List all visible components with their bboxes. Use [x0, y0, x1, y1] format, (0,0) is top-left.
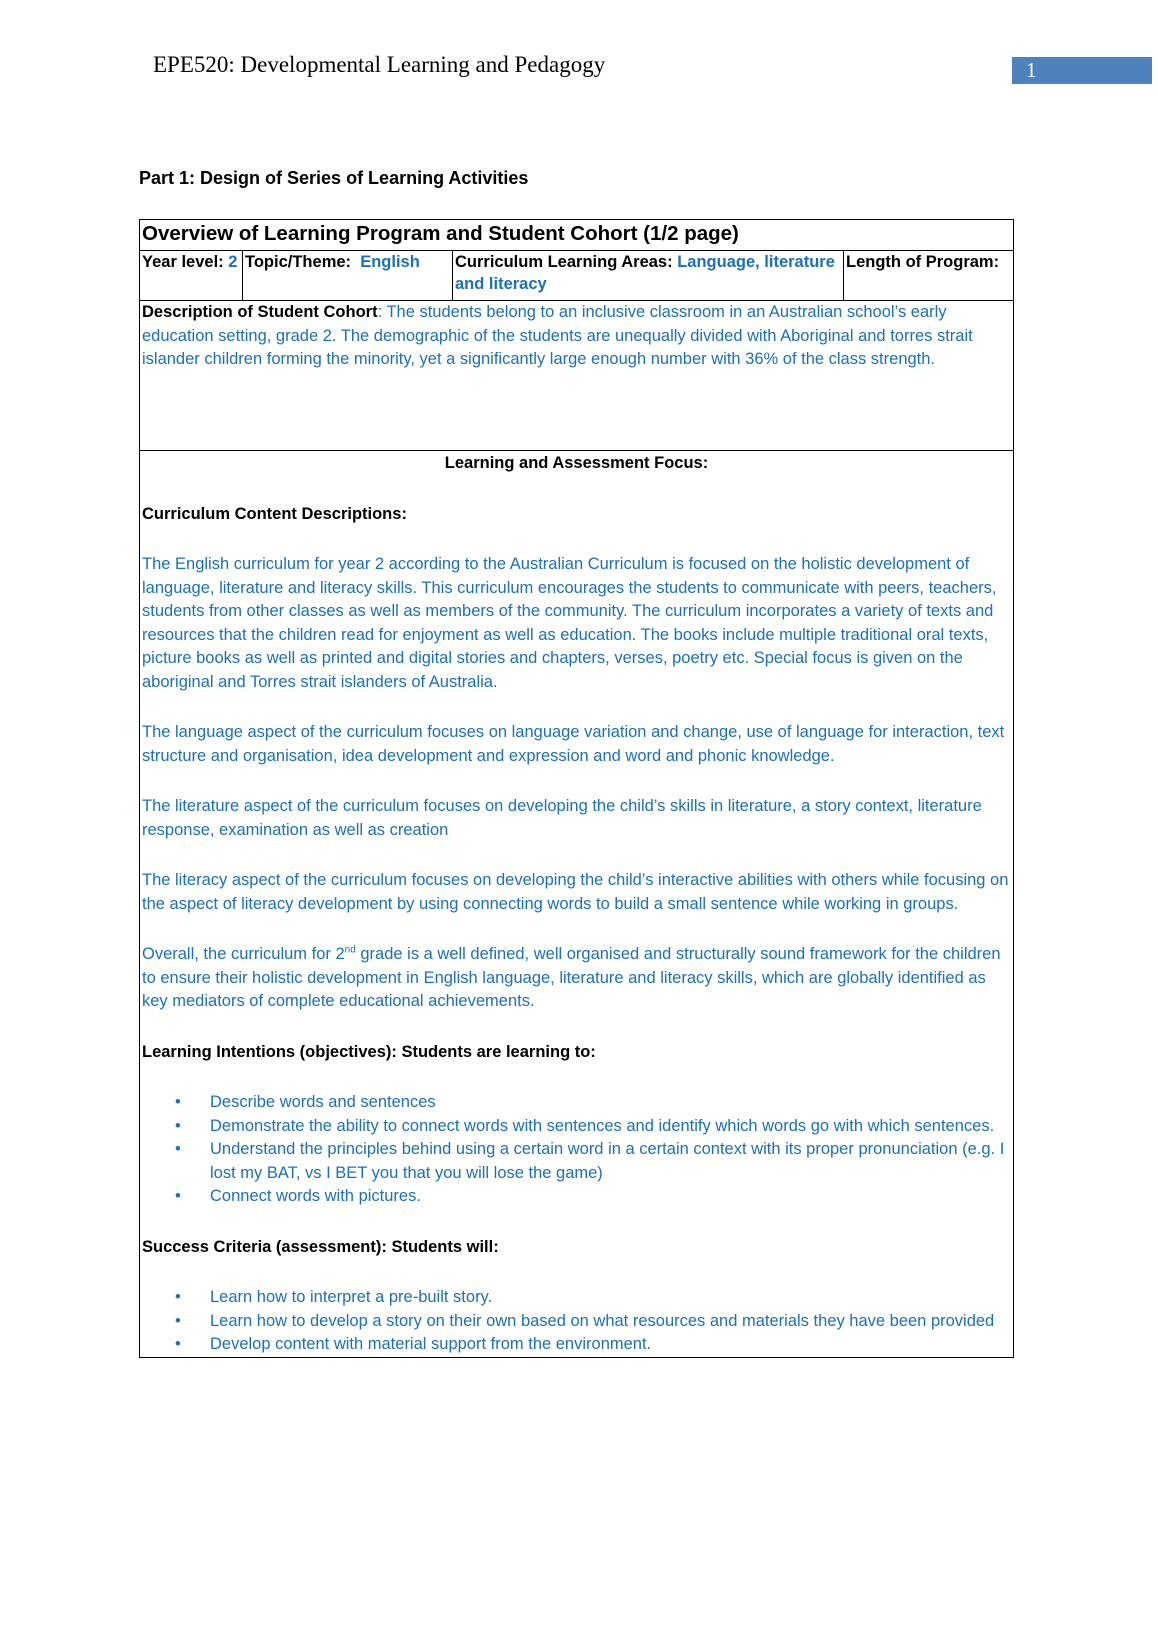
- topic-value: English: [360, 253, 420, 271]
- list-item: • Describe words and sentences: [210, 1091, 1011, 1115]
- year-level-label: Year level:: [142, 253, 224, 271]
- topic-cell: [243, 251, 453, 301]
- curriculum-areas-value: Language, literature and literacy: [455, 253, 835, 293]
- list-item: • Understand the principles behind using a certain word in a certain context with its proper pronunciation (e.g. I lost my BAT, vs I BET you that you will lose the game): [210, 1138, 1011, 1185]
- overview-table: [139, 219, 1014, 1358]
- cohort-label: Description of Student Cohort: [142, 303, 378, 321]
- curriculum-paragraph-3: The literature aspect of the curriculum focuses on developing the child’s skills in literature, a story context, literature response, examination as well as creation: [142, 797, 982, 839]
- curriculum-paragraph-4: The literacy aspect of the curriculum focuses on developing the child’s interactive abilities with others while focusing on the aspect of literacy development by using connecting words to build a small sentence while working in groups.: [142, 871, 1009, 913]
- learning-intentions-heading: Learning Intentions (objectives): Students are learning to:: [142, 1042, 596, 1061]
- cohort-description-cell: [140, 301, 1014, 451]
- header-title: EPE520: Developmental Learning and Pedagogy: [153, 52, 606, 77]
- focus-heading: Learning and Assessment Focus:: [444, 454, 709, 472]
- list-item: • Learn how to develop a story on their own based on what resources and materials they have been provided: [210, 1310, 1011, 1334]
- focus-cell: [140, 451, 1014, 1358]
- overview-title: Overview of Learning Program and Student Cohort (1/2 page): [140, 220, 1014, 251]
- length-of-program-cell: [844, 251, 1014, 301]
- topic-label: Topic/Theme:: [245, 253, 352, 271]
- curriculum-paragraph-2: The language aspect of the curriculum focuses on language variation and change, use of language for interaction, text structure and organisation, idea development and expression and word and phonic knowledge.: [142, 723, 1005, 765]
- curriculum-areas-cell: [453, 251, 844, 301]
- learning-intentions-list: [142, 1091, 1011, 1209]
- list-item: • Connect words with pictures.: [210, 1185, 1011, 1209]
- page-number-badge: 1: [1012, 57, 1152, 84]
- curriculum-areas-label: Curriculum Learning Areas:: [455, 253, 673, 271]
- success-criteria-list: [142, 1286, 1011, 1357]
- list-item: • Develop content with material support from the environment.: [210, 1333, 1011, 1357]
- list-item: • Demonstrate the ability to connect words with sentences and identify which words go with which sentences.: [210, 1115, 1011, 1139]
- length-of-program-label: Length of Program:: [846, 253, 1000, 271]
- curriculum-paragraph-1: The English curriculum for year 2 according to the Australian Curriculum is focused on the holistic development of language, literature and literacy skills. This curriculum encourages the students to communicate with peers, teachers, students from other classes as well as members of the community. The curriculum incorporates a variety of texts and resources that the children read for enjoyment as well as education. The books include multiple traditional oral texts, picture books as well as printed and digital stories and chapters, verses, poetry etc. Special focus is given on the aboriginal and Torres strait islanders of Australia.: [142, 555, 997, 691]
- content-descriptions-heading: Curriculum Content Descriptions:: [142, 504, 407, 523]
- cohort-text: : The students belong to an inclusive classroom in an Australian school’s early education setting, grade 2. The demographic of the students are unequally divided with Aboriginal and torres strait islander children forming the minority, yet a significantly large enough number with 36% of the class strength.: [142, 303, 973, 368]
- curriculum-paragraph-5: Overall, the curriculum for 2nd grade is a well defined, well organised and structurally sound framework for the children to ensure their holistic development in English language, literature and literacy skills, which are globally identified as key mediators of complete educational achievements.: [142, 944, 1001, 1010]
- success-criteria-heading: Success Criteria (assessment): Students will:: [142, 1237, 499, 1256]
- year-level-cell: [140, 251, 243, 301]
- part-heading: Part 1: Design of Series of Learning Activities: [139, 168, 529, 188]
- year-level-value: 2: [228, 253, 238, 271]
- list-item: • Learn how to interpret a pre-built story.: [210, 1286, 1011, 1310]
